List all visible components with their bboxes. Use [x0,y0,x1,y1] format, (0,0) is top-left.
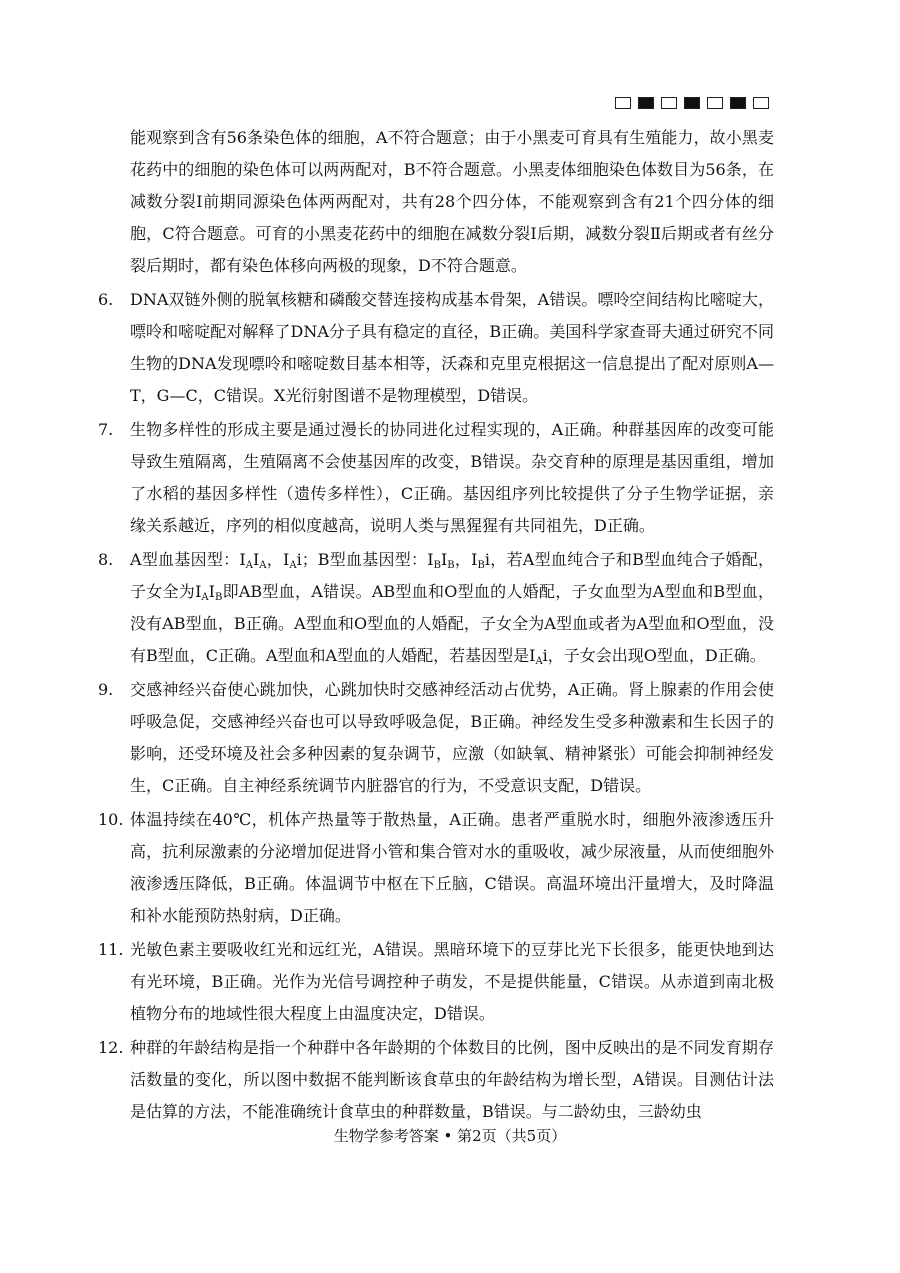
text-run: A型血基因型：I [130,550,246,569]
answer-item-12 [98,1032,774,1128]
allele-subscript: B [433,560,441,571]
item-number: 6. [98,290,114,309]
header-marks [615,97,769,109]
allele-subscript: A [259,560,267,571]
header-mark-6 [730,97,746,109]
item-number: 12. [98,1038,124,1057]
text-run: I [252,550,260,569]
text-run: ，I [454,550,478,569]
item-text [130,544,774,672]
page-footer: 生物学参考答案 • 第2页（共5页） [333,1127,567,1145]
item-text: 生物多样性的形成主要是通过漫长的协同进化过程实现的，A正确。种群基因库的改变可能导致生殖隔离，生殖隔离不会使基因库的改变，B错误。杂交育种的原理是基因重组，增加了水稻的基因多样性（遗传多样性），C正确。基因组序列比较提供了分子生物学证据，亲缘关系越近，序列的相似度越高，说明人类与黑猩猩有共同祖先，D正确。 [130,420,774,535]
allele-subscript: A [245,560,253,571]
item-number: 9. [98,680,114,699]
item-number: 10. [98,810,124,829]
allele-subscript: A [535,656,543,667]
text-run: I [208,582,215,601]
answer-item-11 [98,934,774,1030]
answer-item-6 [98,284,774,412]
item-text: 交感神经兴奋使心跳加快，心跳加快时交感神经活动占优势，A正确。肾上腺素的作用会使呼吸急促，交感神经兴奋也可以导致呼吸急促，B正确。神经发生受多种激素和生长因子的影响，还受环境及社会多种因素的复杂调节，应激（如缺氧、精神紧张）可能会抑制神经发生，C正确。自主神经系统调节内脏器官的行为，不受意识支配，D错误。 [130,680,774,795]
allele-subscript: B [214,592,223,603]
text-run: i，子女会出现O型血，D正确。 [542,646,766,665]
item-text: DNA双链外侧的脱氧核糖和磷酸交替连接构成基本骨架，A错误。嘌呤空间结构比嘧啶大，嘌呤和嘧啶配对解释了DNA分子具有稳定的直径，B正确。美国科学家查哥夫通过研究不同生物的DNA发现嘌呤和嘧啶数目基本相等，沃森和克里克根据这一信息提出了配对原则A—T，G—C，C错误。X光衍射图谱不是物理模型，D错误。 [130,290,774,405]
item-text: 体温持续在40℃，机体产热量等于散热量，A正确。患者严重脱水时，细胞外液渗透压升高，抗利尿激素的分泌增加促进肾小管和集合管对水的重吸收，减少尿液量，从而使细胞外液渗透压降低，B正确。体温调节中枢在下丘脑，C错误。高温环境出汗量增大，及时降温和补水能预防热射病，D正确。 [130,810,774,925]
text-run: ，I [266,550,290,569]
allele-subscript: A [289,560,297,571]
intro-paragraph: 能观察到含有56条染色体的细胞，A不符合题意；由于小黑麦可育具有生殖能力，故小黑麦花药中的细胞的染色体可以两两配对，B不符合题意。小黑麦体细胞染色体数目为56条，在减数分裂Ⅰ前期同源染色体两两配对，共有28个四分体，不能观察到含有21个四分体的细胞，C符合题意。可育的小黑麦花药中的细胞在减数分裂Ⅰ后期，减数分裂Ⅱ后期或者有丝分裂后期时，都有染色体移向两极的现象，D不符合题意。 [130,128,774,275]
header-mark-5 [707,97,723,109]
header-mark-7 [753,97,769,109]
answer-item-7 [98,414,774,542]
allele-subscript: B [447,560,455,571]
header-mark-1 [615,97,631,109]
answer-item-8 [98,544,774,672]
header-mark-4 [684,97,700,109]
answer-item-10 [98,804,774,932]
answer-content [98,122,774,1128]
item-number: 7. [98,420,114,439]
item-text: 种群的年龄结构是指一个种群中各年龄期的个体数目的比例，图中反映出的是不同发育期存活数量的变化，所以图中数据不能判断该食草虫的年龄结构为增长型，A错误。目测估计法是估算的方法，不能准确统计食草虫的种群数量，B错误。与二龄幼虫，三龄幼虫 [130,1038,774,1121]
text-run: i；B型血基因型：I [296,550,434,569]
item-number: 11. [98,940,124,959]
item-number: 8. [98,550,114,569]
answer-item-9 [98,674,774,802]
allele-subscript: B [477,560,485,571]
allele-subscript: A [201,592,209,603]
header-mark-3 [661,97,677,109]
text-run: i，若A型血纯合子和B型血纯合子婚配，子女全为I [130,550,774,601]
text-run: 即AB型血，A错误。AB型血和O型血的人婚配，子女血型为A型血和B型血，没有AB型血，B正确。A型血和O型血的人婚配，子女全为A型血或者为A型血和O型血，没有B型血，C正确。A型血和A型血的人婚配，若基因型是I [130,582,774,665]
header-mark-2 [638,97,654,109]
text-run: I [440,550,448,569]
item-text: 光敏色素主要吸收红光和远红光，A错误。黑暗环境下的豆芽比光下长很多，能更快地到达有光环境，B正确。光作为光信号调控种子萌发，不是提供能量，C错误。从赤道到南北极植物分布的地域性很大程度上由温度决定，D错误。 [130,940,774,1023]
